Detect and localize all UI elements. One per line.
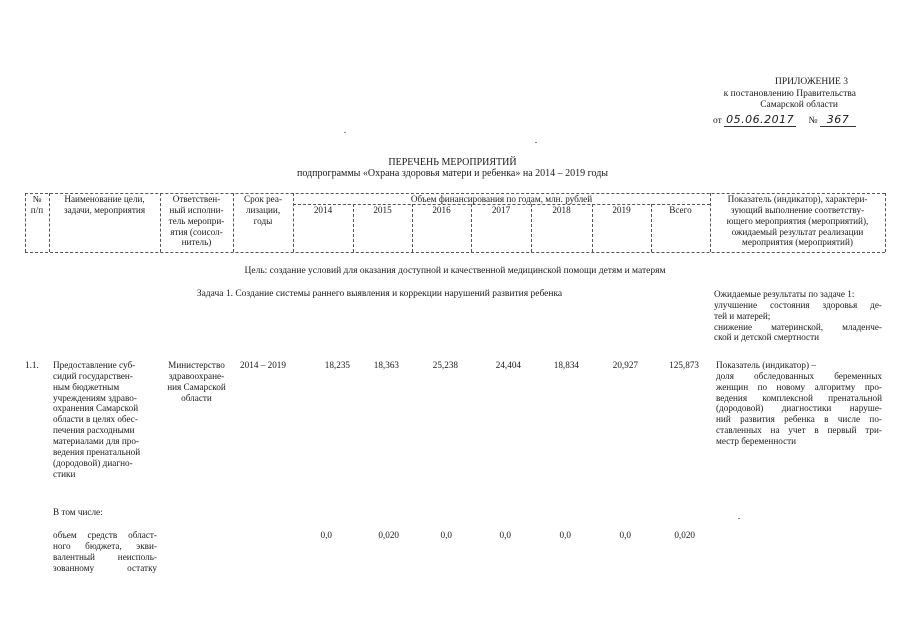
row-value-2015: 18,363: [373, 360, 399, 370]
header-term: Срок реа- лизации, годы: [244, 194, 282, 226]
header-responsible: Ответствен- ный исполни- тель меропри- ятия (соисол- нитель): [168, 194, 225, 248]
sub-value-2016: 0,0: [440, 530, 452, 540]
task-results: Ожидаемые результаты по задаче 1: улучшение состояния здоровья де- тей и матерей; снижение материнской, младенче- ской и детской смертности: [714, 289, 882, 343]
row-indicator: Показатель (индикатор) – доля обследованных беременных женщин по новому алгоритму про- ведения комплексной пренатальной (дородовой) диагностики наруше- ний развития ребенка в числе по- ставленных на учет в первый три- местр беременности: [716, 360, 882, 447]
scan-speck: [344, 132, 346, 133]
sub-value-2014: 0,0: [320, 530, 332, 540]
row-term: 2014 – 2019: [240, 360, 286, 370]
handwritten-date: 05.06.2017: [724, 113, 796, 127]
header-year-2014: 2014: [313, 205, 333, 215]
sub-value-2017: 0,0: [499, 530, 511, 540]
row-value-2016: 25,238: [432, 360, 458, 370]
appendix-date-line: [713, 113, 856, 128]
from-label: от: [713, 115, 722, 126]
including-label: В том числе:: [53, 507, 103, 517]
sub-value-total: 0,020: [674, 530, 695, 540]
handwritten-number: 367: [820, 113, 856, 127]
scan-speck: [535, 142, 537, 143]
header-num: № п/п: [30, 194, 44, 215]
appendix-block: [713, 77, 856, 127]
header-year-2016: 2016: [432, 205, 451, 215]
appendix-line-1: к постановлению Правительства: [723, 88, 856, 99]
header-year-2019: 2019: [612, 205, 631, 215]
scan-speck: [738, 518, 740, 519]
goal-text: Цель: создание условий для оказания доступной и качественной медицинской помощи детям и матерям: [244, 266, 666, 276]
header-name: Наименование цели, задачи, мероприятия: [63, 194, 146, 215]
number-label: №: [808, 115, 818, 126]
appendix-title: ПРИЛОЖЕНИЕ 3: [774, 77, 848, 87]
header-year-2017: 2017: [491, 205, 511, 215]
appendix-line-2: Самарской области: [760, 100, 838, 111]
header-indicator: Показатель (индикатор), характери- зующий выполнение соответству- ющего мероприятия (мероприятий), ожидаемый результат реализации мероприятия (мероприятий): [726, 194, 869, 248]
row-value-total: 125,873: [669, 360, 699, 370]
row-value-2014: 18,235: [324, 360, 350, 370]
header-year-2018: 2018: [552, 205, 571, 215]
header-funding: Объем финансирования по годам, млн. рублей: [410, 194, 593, 204]
row-num: 1.1.: [25, 360, 39, 370]
sub-value-2015: 0,020: [378, 530, 399, 540]
header-year-2015: 2015: [373, 205, 392, 215]
sub-row-name: объем средств област- ного бюджета, экви- валентный неисполь- зованному остатку: [53, 530, 157, 573]
header-total: Всего: [669, 205, 692, 215]
doc-subtitle: подпрограммы «Охрана здоровья матери и ребенка» на 2014 – 2019 годы: [296, 168, 609, 179]
row-value-2019: 20,927: [612, 360, 638, 370]
table-col-line: [885, 193, 886, 252]
row-responsible: Министерство здравоохране- ния Самарской области: [167, 360, 226, 403]
doc-title: ПЕРЕЧЕНЬ МЕРОПРИЯТИЙ: [388, 157, 517, 168]
sub-value-2018: 0,0: [559, 530, 571, 540]
sub-value-2019: 0,0: [619, 530, 631, 540]
task-title: Задача 1. Создание системы раннего выявления и коррекции нарушений развития ребенка: [196, 289, 563, 299]
row-name: Предоставление суб- сидий государствен- ным бюджетным учреждениям здраво- охранения Самарской области в целях обес- печения расходными материалами для про- ведения пренатальной (дородовой) диагно- стики: [53, 360, 141, 479]
row-value-2017: 24,404: [495, 360, 521, 370]
table-header-bottom: [25, 252, 885, 253]
row-value-2018: 18,834: [553, 360, 579, 370]
